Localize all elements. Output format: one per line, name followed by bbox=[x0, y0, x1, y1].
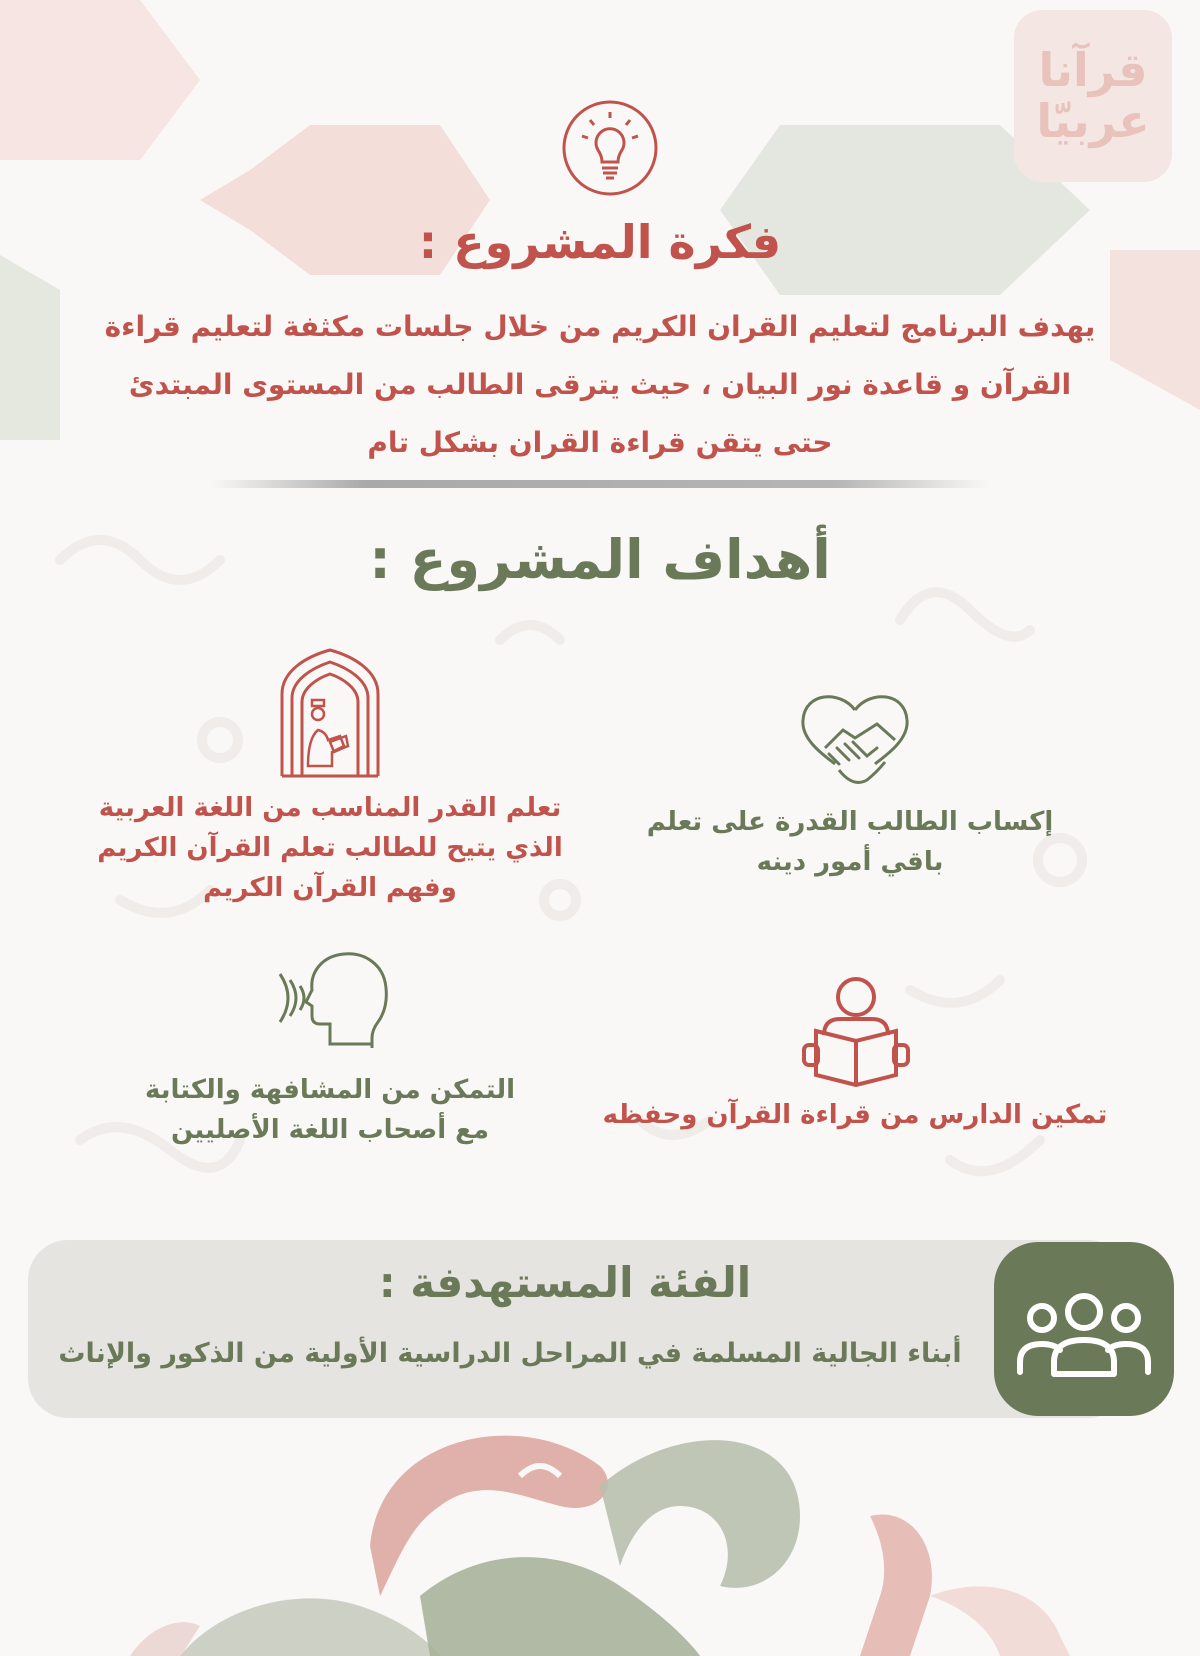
logo-line-2: عربيّا bbox=[1036, 94, 1150, 148]
goal-2-text bbox=[60, 788, 600, 908]
goal-2-line-1: تعلم القدر المناسب من اللغة العربية bbox=[98, 793, 562, 823]
group-people-icon bbox=[1014, 1274, 1154, 1384]
target-description: أبناء الجالية المسلمة في المراحل الدراسية الأولية من الذكور والإناث bbox=[58, 1338, 962, 1369]
bottom-decoration bbox=[0, 1396, 1200, 1656]
logo-line-1: قرآنا bbox=[1038, 43, 1148, 98]
goal-3-line-1: تمكين الدارس من قراءة القرآن وحفظه bbox=[602, 1100, 1108, 1130]
goal-1-line-2: باقي أمور دينه bbox=[756, 847, 944, 877]
section-divider bbox=[210, 480, 990, 488]
goal-3-text bbox=[585, 1095, 1125, 1135]
reading-person-icon bbox=[800, 975, 912, 1087]
target-title: الفئة المستهدفة : bbox=[378, 1258, 752, 1307]
idea-line-2: القرآن و قاعدة نور البيان ، حيث يترقى الطالب من المستوى المبتدئ bbox=[128, 368, 1072, 401]
goals-title: أهداف المشروع : bbox=[369, 528, 831, 591]
mosque-reader-icon bbox=[278, 648, 382, 778]
goal-4-line-1: التمكن من المشافهة والكتابة bbox=[144, 1075, 516, 1105]
goal-4-line-2: مع أصحاب اللغة الأصليين bbox=[170, 1115, 490, 1145]
idea-title: فكرة المشروع : bbox=[418, 215, 782, 269]
lightbulb-icon bbox=[560, 98, 660, 198]
idea-line-1: يهدف البرنامج لتعليم القران الكريم من خلال جلسات مكثفة لتعليم قراءة bbox=[104, 310, 1096, 343]
idea-line-3: حتى يتقن قراءة القران بشكل تام bbox=[367, 426, 833, 459]
idea-description bbox=[50, 298, 1150, 472]
goal-2-line-3: وفهم القرآن الكريم bbox=[203, 873, 457, 903]
target-icon-box bbox=[994, 1242, 1174, 1416]
handshake-heart-icon bbox=[795, 688, 915, 798]
goal-2-line-2: الذي يتيح للطالب تعلم القرآن الكريم bbox=[97, 833, 563, 863]
logo bbox=[1014, 10, 1172, 182]
goal-1-text bbox=[640, 802, 1060, 882]
speaking-head-icon bbox=[272, 950, 390, 1052]
goal-1-line-1: إكساب الطالب القدرة على تعلم bbox=[646, 807, 1054, 837]
goal-4-text bbox=[80, 1070, 580, 1150]
